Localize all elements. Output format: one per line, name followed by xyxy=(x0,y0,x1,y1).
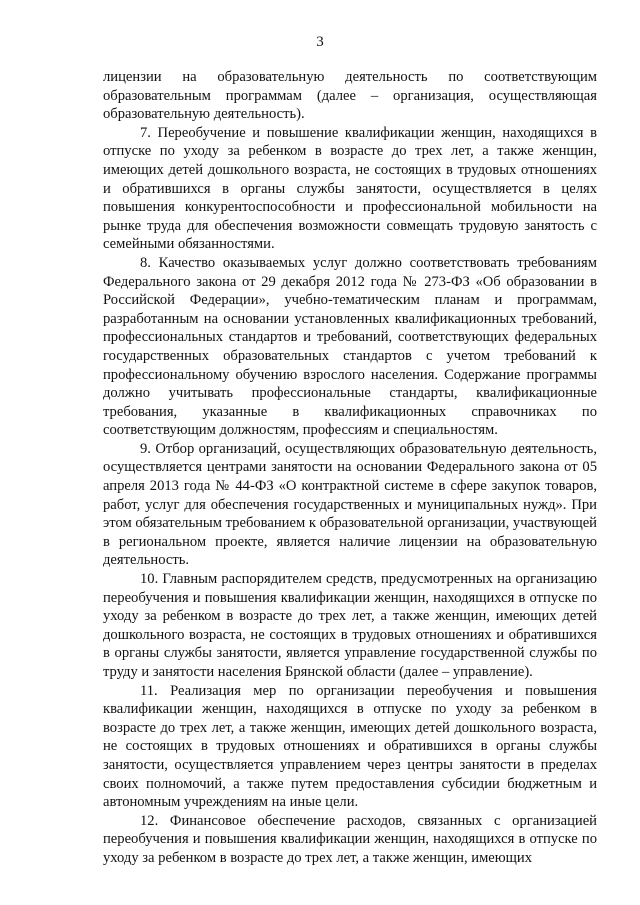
document-body xyxy=(103,68,597,868)
paragraph-11: 11. Реализация мер по организации переобучения и повышения квалификации женщин, находящихся в отпуске по уходу за ребенком в возрасте до трех лет, а также женщин, имеющих детей дошкольного возраста, не состоящих в трудовых отношениях и обратившихся в органы службы занятости, осуществляется управлением через центры занятости в пределах своих полномочий, а также путем предоставления субсидии бюджетным и автономным учреждениям на иные цели. xyxy=(103,682,597,811)
paragraph-12: 12. Финансовое обеспечение расходов, связанных с организацией переобучения и повышения квалификации женщин, находящихся в отпуске по уходу за ребенком в возрасте до трех лет, а также женщин, имеющих xyxy=(103,812,597,866)
paragraph-9: 9. Отбор организаций, осуществляющих образовательную деятельность, осуществляется центрами занятости на основании Федерального закона от 05 апреля 2013 года № 44-ФЗ «О контрактной системе в сфере закупок товаров, работ, услуг для обеспечения государственных и муниципальных нужд». При этом обязательным требованием к образовательной организации, участвующей в региональном проекте, является наличие лицензии на образовательную деятельность. xyxy=(103,440,597,569)
paragraph-7: 7. Переобучение и повышение квалификации женщин, находящихся в отпуске по уходу за ребенком в возрасте до трех лет, а также женщин, имеющих детей дошкольного возраста, не состоящих в трудовых отношениях и обратившихся в органы службы занятости, осуществляется в целях повышения конкурентоспособности и профессиональной мобильности на рынке труда для обеспечения возможности совмещать трудовую занятость с семейными обязанностями. xyxy=(103,124,597,253)
paragraph-10: 10. Главным распорядителем средств, предусмотренных на организацию переобучения и повышения квалификации женщин, находящихся в отпуске по уходу за ребенком в возрасте до трех лет, а также женщин, имеющих детей дошкольного возраста, не состоящих в трудовых отношениях и обратившихся в органы службы занятости, является управление государственной службы по труду и занятости населения Брянской области (далее – управление). xyxy=(103,571,597,680)
paragraph-8: 8. Качество оказываемых услуг должно соответствовать требованиям Федерального закона от 29 декабря 2012 года № 273-ФЗ «Об образовании в Российской Федерации», учебно-тематическим планам и программам, разработанным на основании установленных квалификационных требований, профессиональных стандартов и требований, соответствующих федеральных государственных образовательных стандартов с учетом требований к профессиональному обучению взрослого населения. Содержание программы должно учитывать профессиональные стандарты, квалификационные требования, указанные в квалификационных справочниках по соответствующим должностям, профессиям и специальностям. xyxy=(103,254,597,439)
page-number: 3 xyxy=(316,34,324,50)
paragraph-6-continuation: лицензии на образовательную деятельность по соответствующим образовательным программам (далее – организация, осуществляющая образовательную деятельность). xyxy=(103,69,597,123)
